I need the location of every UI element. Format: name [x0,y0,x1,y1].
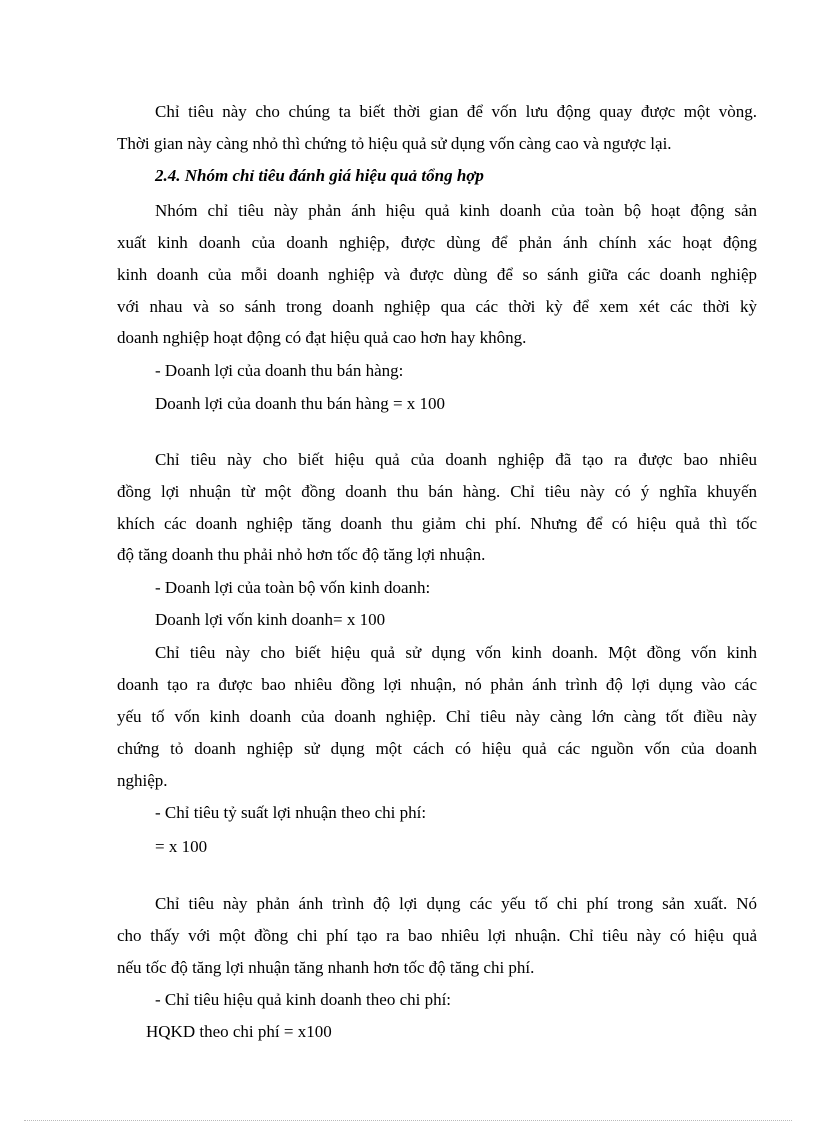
paragraph-line: với nhau và so sánh trong doanh nghiệp qua các thời kỳ để xem xét các thời kỳ [117,297,757,316]
formula: = x 100 [155,837,208,856]
formula-label: - Doanh lợi của doanh thu bán hàng: [155,361,404,380]
paragraph-line: cho thấy với một đồng chi phí tạo ra bao nhiêu lợi nhuận. Chỉ tiêu này có hiệu quả [117,926,757,945]
paragraph-line: Nhóm chỉ tiêu này phản ánh hiệu quả kinh doanh của toàn bộ hoạt động sản [155,201,757,220]
paragraph-line: doanh nghiệp hoạt động có đạt hiệu quả cao hơn hay không. [117,328,527,347]
page-bottom-divider [24,1120,792,1121]
formula: Doanh lợi của doanh thu bán hàng = x 100 [155,394,446,413]
formula-label: - Chỉ tiêu tỷ suất lợi nhuận theo chi phí: [155,803,427,822]
paragraph-line: Chỉ tiêu này cho chúng ta biết thời gian để vốn lưu động quay được một vòng. [155,102,757,121]
paragraph-line: doanh tạo ra được bao nhiêu đồng lợi nhuận, nó phản ánh trình độ lợi dụng vào các [117,675,757,694]
section-heading: 2.4. Nhóm chỉ tiêu đánh giá hiệu quả tổng hợp [155,166,484,185]
paragraph-line: xuất kinh doanh của doanh nghiệp, được dùng để phản ánh chính xác hoạt động [117,233,757,252]
paragraph-line: Chỉ tiêu này cho biết hiệu quả của doanh nghiệp đã tạo ra được bao nhiêu [155,450,757,469]
paragraph-line: Chỉ tiêu này phản ánh trình độ lợi dụng các yếu tố chi phí trong sản xuất. Nó [155,894,757,913]
paragraph-line: Chỉ tiêu này cho biết hiệu quả sử dụng vốn kinh doanh. Một đồng vốn kinh [155,643,757,662]
formula: HQKD theo chi phí = x100 [146,1022,332,1041]
paragraph-line: kinh doanh của mỗi doanh nghiệp và được dùng để so sánh giữa các doanh nghiệp [117,265,757,284]
paragraph-line: yếu tố vốn kinh doanh của doanh nghiệp. Chỉ tiêu này càng lớn càng tốt điều này [117,707,757,726]
formula-label: - Doanh lợi của toàn bộ vốn kinh doanh: [155,578,431,597]
paragraph-line: khích các doanh nghiệp tăng doanh thu giảm chi phí. Nhưng để có hiệu quả thì tốc [117,514,757,533]
paragraph-line: đồng lợi nhuận từ một đồng doanh thu bán hàng. Chỉ tiêu này có ý nghĩa khuyến [117,482,757,501]
paragraph-line: Thời gian này càng nhỏ thì chứng tỏ hiệu quả sử dụng vốn càng cao và ngược lại. [117,134,672,153]
paragraph-line: độ tăng doanh thu phải nhỏ hơn tốc độ tăng lợi nhuận. [117,545,486,564]
paragraph-line: chứng tỏ doanh nghiệp sử dụng một cách có hiệu quả các nguồn vốn của doanh [117,739,757,758]
paragraph-line: nếu tốc độ tăng lợi nhuận tăng nhanh hơn tốc độ tăng chi phí. [117,958,535,977]
formula-label: - Chỉ tiêu hiệu quả kinh doanh theo chi phí: [155,990,452,1009]
paragraph-line: nghiệp. [117,771,168,790]
formula: Doanh lợi vốn kinh doanh= x 100 [155,610,386,629]
